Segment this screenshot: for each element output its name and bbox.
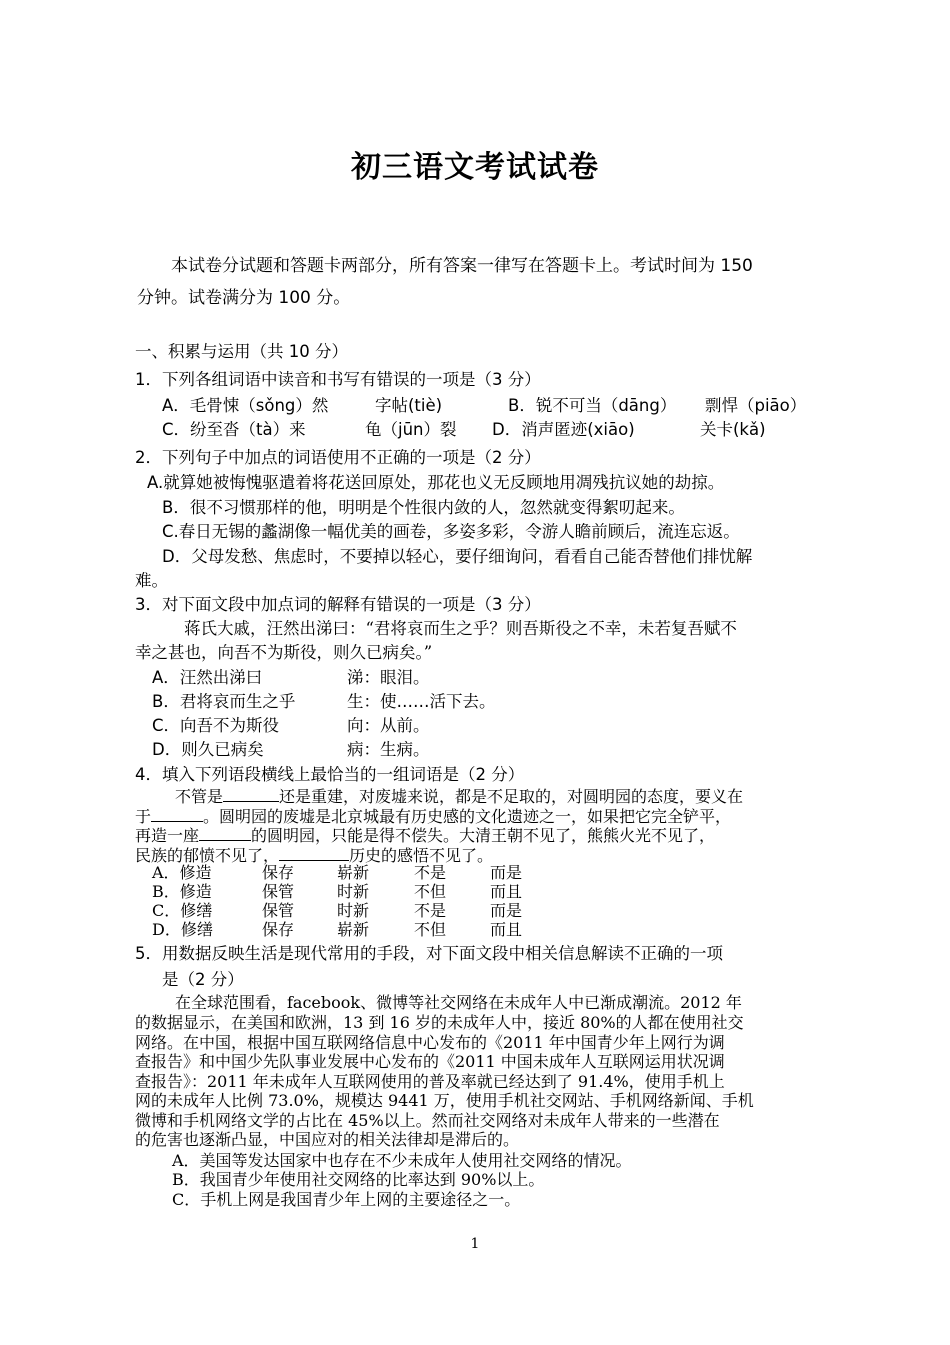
q5-passage-line: 网络。在中国，根据中国互联网络信息中心发布的《2011 年中国青少年上网行为调	[135, 1033, 725, 1052]
intro-line-1: 本试卷分试题和答题卡两部分，所有答案一律写在答题卡上。考试时间为 150	[171, 256, 753, 276]
q3-option-a-gloss: 涕：眼泪。	[347, 668, 430, 687]
q4-option-cell: B．修造	[152, 882, 212, 901]
q5-passage-line: 的危害也逐渐凸显，中国应对的相关法律却是滞后的。	[135, 1130, 520, 1149]
q5-passage-line: 网的未成年人比例 73.0%，规模达 9441 万，使用手机社交网站、手机网络新闻、手机	[135, 1091, 754, 1110]
answer-blank	[223, 785, 279, 802]
q1-option-a: A．毛骨悚（sǒng）然	[162, 396, 329, 415]
intro-line-2: 分钟。试卷满分为 100 分。	[137, 288, 351, 308]
q4-option-cell: C．修缮	[152, 901, 213, 920]
q4-option-cell: 保存	[262, 920, 295, 939]
q3-passage-line1: 蒋氏大戚，汪然出涕曰：“君将哀而生之乎？则吾斯役之不幸，未若复吾赋不	[184, 619, 737, 638]
q4-stem: 4．填入下列语段横线上最恰当的一组词语是（2 分）	[135, 765, 525, 784]
q4-option-cell: 时新	[337, 882, 370, 901]
q2-option-b: B．很不习惯那样的他，明明是个性很内敛的人，忽然就变得絮叨起来。	[162, 498, 685, 517]
q4-option-cell: 而是	[490, 863, 523, 882]
q5-stem-line1: 5．用数据反映生活是现代常用的手段，对下面文段中相关信息解读不正确的一项	[135, 944, 723, 963]
q5-passage-line: 查报告》和中国少先队事业发展中心发布的《2011 中国未成年人互联网运用状况调	[135, 1052, 725, 1071]
q4-text: 。圆明园的废墟是北京城最有历史感的文化遗迹之一，如果把它完全铲平，	[203, 807, 732, 826]
q4-text: 历史的感悟不见了。	[349, 846, 494, 865]
q1-option-d-word2: 关卡(kǎ)	[700, 420, 766, 439]
q4-text: 再造一座	[135, 826, 200, 845]
q1-option-b-word2: 剽悍（piāo）	[705, 396, 807, 415]
q4-option-cell: 不是	[414, 901, 447, 920]
q2-option-c: C.春日无锡的蠡湖像一幅优美的画卷，多姿多彩，令游人瞻前顾后，流连忘返。	[162, 522, 740, 541]
q2-stem: 2．下列句子中加点的词语使用不正确的一项是（2 分）	[135, 448, 541, 467]
q5-passage-line: 在全球范围看，facebook、微博等社交网络在未成年人中已渐成潮流。2012 年	[175, 993, 742, 1012]
q4-option-cell: 而且	[490, 882, 523, 901]
q3-passage-line2: 幸之甚也，向吾不为斯役，则久已病矣。”	[135, 643, 433, 662]
q4-option-cell: 不是	[414, 863, 447, 882]
q4-option-cell: 保管	[262, 882, 295, 901]
q5-stem-line2: 是（2 分）	[162, 970, 244, 989]
q4-option-cell: A．修造	[152, 863, 212, 882]
q4-option-cell: 而是	[490, 901, 523, 920]
q4-option-cell: 不但	[414, 882, 447, 901]
q4-option-cell: 而且	[490, 920, 523, 939]
q3-stem: 3．对下面文段中加点词的解释有错误的一项是（3 分）	[135, 595, 541, 614]
q4-text: 还是重建，对废墟来说，都是不足取的，对圆明园的态度，要义在	[279, 787, 744, 806]
q4-option-cell: 不但	[414, 920, 447, 939]
q4-option-cell: 时新	[337, 901, 370, 920]
q3-option-d: D．则久已病矣	[152, 740, 264, 759]
section-heading: 一、积累与运用（共 10 分）	[135, 342, 348, 361]
q1-option-b: B．锐不可当（dāng）	[508, 396, 677, 415]
q2-option-a: A.就算她被悔愧驱遣着将花送回原处，那花也义无反顾地用凋残抗议她的劫掠。	[147, 473, 725, 492]
q3-option-b: B．君将哀而生之乎	[152, 692, 296, 711]
q3-option-a: A．汪然出涕曰	[152, 668, 263, 687]
q4-option-cell: D．修缮	[152, 920, 213, 939]
q4-option-cell: 保存	[262, 863, 295, 882]
q1-stem: 1．下列各组词语中读音和书写有错误的一项是（3 分）	[135, 370, 541, 389]
q5-option-a: A．美国等发达国家中也存在不少未成年人使用社交网络的情况。	[172, 1151, 632, 1170]
q1-option-c-word2: 龟（jūn）裂	[365, 420, 457, 439]
q1-option-c: C．纷至沓（tà）来	[162, 420, 306, 439]
q4-text: 不管是	[175, 787, 224, 806]
q3-option-d-gloss: 病：生病。	[347, 740, 430, 759]
q4-text: 于	[135, 807, 152, 826]
q1-option-d: D．消声匿迹(xiāo)	[492, 420, 635, 439]
q4-option-cell: 崭新	[337, 920, 370, 939]
intro-paragraph	[137, 250, 827, 314]
page-number: 1	[470, 1236, 480, 1252]
q5-passage-line: 微博和手机网络文学的占比在 45%以上。然而社交网络对未成年人带来的一些潜在	[135, 1111, 720, 1130]
q2-option-d-line2: 难。	[135, 571, 168, 590]
q4-option-cell: 崭新	[337, 863, 370, 882]
q5-option-b: B．我国青少年使用社交网络的比率达到 90%以上。	[172, 1170, 545, 1189]
q5-option-c: C．手机上网是我国青少年上网的主要途径之一。	[172, 1190, 521, 1209]
q4-text: 的圆明园，只能是得不偿失。大清王朝不见了，熊熊火光不见了，	[251, 826, 716, 845]
q3-option-b-gloss: 生：使……活下去。	[347, 692, 496, 711]
answer-blank	[279, 844, 349, 861]
q1-option-a-word2: 字帖(tiè)	[375, 396, 443, 415]
answer-blank	[199, 824, 251, 841]
q4-option-cell: 保管	[262, 901, 295, 920]
q5-passage-line: 查报告》：2011 年未成年人互联网使用的普及率就已经达到了 91.4%，使用手机上	[135, 1072, 725, 1091]
q5-passage-line: 的数据显示，在美国和欧洲，13 到 16 岁的未成年人中，接近 80%的人都在使用社交	[135, 1013, 744, 1032]
q3-option-c-gloss: 向：从前。	[347, 716, 430, 735]
page-title: 初三语文考试试卷	[351, 150, 599, 185]
q3-option-c: C．向吾不为斯役	[152, 716, 280, 735]
q2-option-d-line1: D．父母发愁、焦虑时，不要掉以轻心，要仔细询问，看看自己能否替他们排忧解	[162, 547, 753, 566]
answer-blank	[151, 805, 203, 822]
q4-text: 民族的郁愤不见了，	[135, 846, 280, 865]
